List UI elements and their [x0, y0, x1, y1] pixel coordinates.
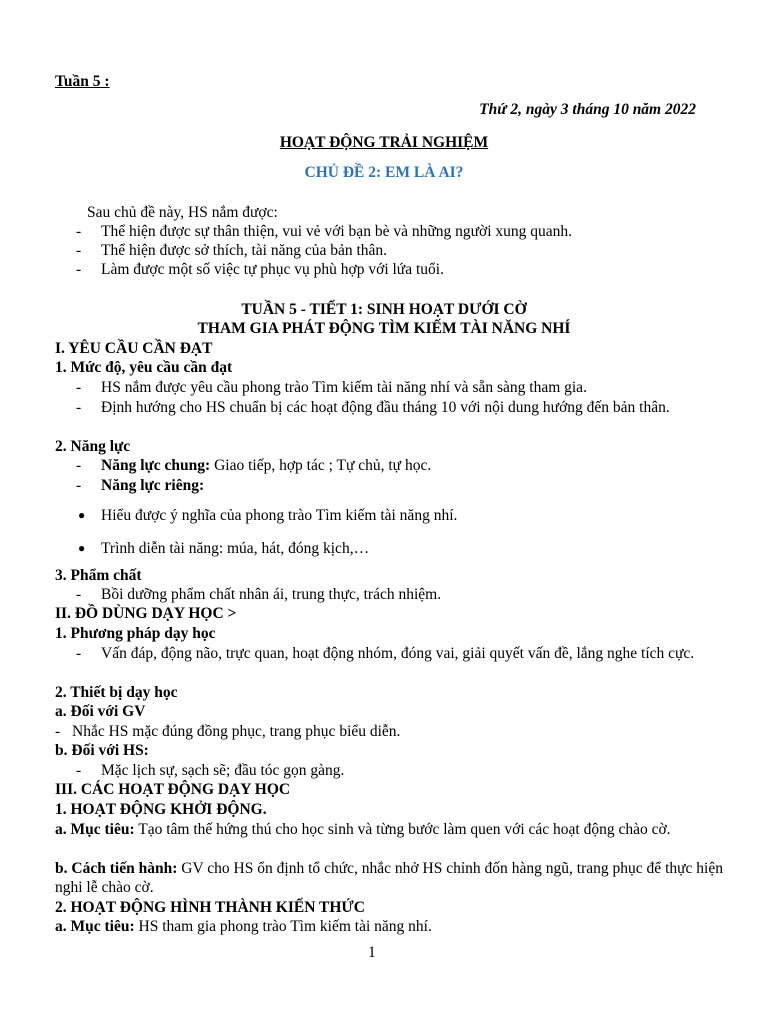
topic-title: CHỦ ĐỀ 2: EM LÀ AI? — [304, 164, 464, 181]
paragraph: a. Mục tiêu: HS tham gia phong trào Tìm kiếm tài năng nhí. — [55, 918, 432, 935]
lesson-subtitle: THAM GIA PHÁT ĐỘNG TÌM KIẾM TÀI NĂNG NHÍ — [197, 320, 571, 337]
subsection-heading: 2. Năng lực — [55, 438, 131, 455]
activity-heading: 2. HOẠT ĐỘNG HÌNH THÀNH KIẾN THỨC — [55, 899, 365, 916]
subsection-heading: 1. Phương pháp dạy học — [55, 625, 216, 642]
activity-heading: 1. HOẠT ĐỘNG KHỞI ĐỘNG. — [55, 801, 267, 818]
sub-label: a. Đối với GV — [55, 703, 146, 720]
week-label: Tuần 5 : — [55, 73, 110, 90]
lesson-title: TUẦN 5 - TIẾT 1: SINH HOẠT DƯỚI CỜ — [241, 301, 527, 318]
section-heading: III. CÁC HOẠT ĐỘNG DẠY HỌC — [55, 781, 291, 798]
page-number: 1 — [368, 944, 376, 961]
bullet-icon: ● — [78, 508, 86, 522]
subsection-heading: 2. Thiết bị dạy học — [55, 684, 178, 701]
intro-lead: Sau chủ đề này, HS nắm được: — [87, 204, 278, 221]
sub-label: b. Đối với HS: — [55, 742, 149, 759]
subsection-heading: 3. Phẩm chất — [55, 567, 142, 584]
paragraph: a. Mục tiêu: Tạo tâm thế hứng thú cho học sinh và từng bước làm quen với các hoạt động chào cờ. — [55, 821, 671, 838]
section-heading: I. YÊU CẦU CẦN ĐẠT — [55, 340, 213, 357]
section-heading: II. ĐỒ DÙNG DẠY HỌC > — [55, 605, 237, 622]
subsection-heading: 1. Mức độ, yêu cầu cần đạt — [55, 359, 233, 376]
paragraph: b. Cách tiến hành: GV cho HS ổn định tổ chức, nhắc nhở HS chỉnh đốn hàng ngũ, trang phục để thực hiện nghi lễ chào cờ. — [55, 860, 723, 896]
document-title: HOẠT ĐỘNG TRẢI NGHIỆM — [279, 134, 489, 151]
bullet-icon: ● — [78, 541, 86, 555]
date-line: Thứ 2, ngày 3 tháng 10 năm 2022 — [479, 101, 696, 118]
